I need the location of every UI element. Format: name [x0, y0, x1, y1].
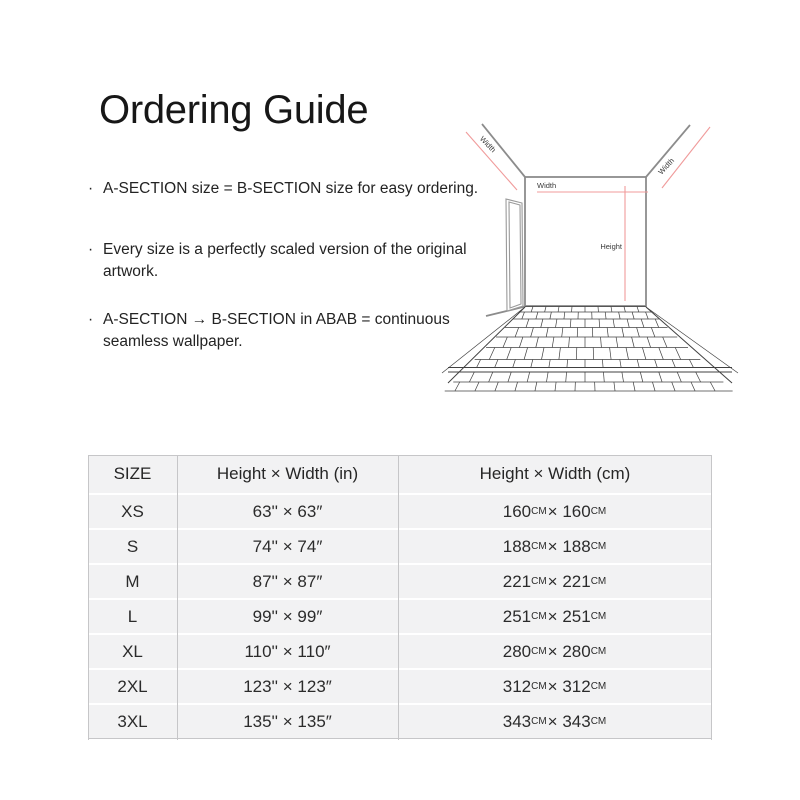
bullet-text: Every size is a perfectly scaled version of the original artwork.: [103, 241, 467, 280]
page-title: Ordering Guide: [99, 88, 369, 132]
cell-cm: 312 CM × 312 CM: [502, 676, 607, 696]
cell-size: L: [127, 606, 138, 626]
cell-size: 2XL: [117, 676, 148, 696]
table-row: [88, 705, 712, 738]
cell-inches: 99'' × 99″: [252, 606, 323, 626]
table-row: [88, 565, 712, 598]
bullet-item: [88, 178, 487, 200]
height-label: Height: [600, 242, 622, 251]
room-illustration: [440, 95, 740, 400]
cell-cm: 160 CM × 160 CM: [502, 501, 607, 521]
table-border-left: [88, 455, 89, 740]
cell-inches: 87'' × 87″: [252, 571, 323, 591]
floor-planks: [442, 307, 738, 392]
cell-inches: 135'' × 135″: [243, 711, 332, 731]
cell-cm: 188 CM × 188 CM: [502, 536, 607, 556]
cell-cm: 221 CM × 221 CM: [502, 571, 607, 591]
cell-inches: 110'' × 110″: [244, 641, 331, 661]
door-panel: [509, 202, 521, 308]
header-cm: Height × Width (cm): [479, 464, 631, 483]
table-row: [88, 495, 712, 528]
cell-cm: 280 CM × 280 CM: [502, 641, 607, 661]
bullet-marker: ·: [88, 311, 94, 328]
table-row: [88, 635, 712, 668]
cell-inches: 74'' × 74″: [252, 536, 323, 556]
size-table: [88, 455, 712, 740]
table-divider-1: [177, 455, 178, 740]
width-right-label: Width: [656, 156, 677, 177]
back-wall: [525, 177, 646, 306]
bullet-item: [88, 239, 487, 283]
bullet-marker: ·: [88, 180, 94, 197]
table-row: [88, 530, 712, 563]
bullet-marker: ·: [88, 241, 94, 258]
table-border-bottom: [88, 738, 712, 739]
width-back-label: Width: [537, 181, 557, 190]
bullet-text: A-SECTION size = B-SECTION size for easy ordering.: [103, 180, 479, 197]
table-header-row: [88, 455, 712, 493]
cell-cm: 251 CM × 251 CM: [502, 606, 607, 626]
width-left-label: Width: [477, 134, 498, 155]
header-inches: Height × Width (in): [216, 464, 359, 483]
table-border-right: [711, 455, 712, 740]
table-body: [88, 495, 712, 738]
bullet-text: A-SECTION → B-SECTION in ABAB = continuous seamless wallpaper.: [103, 311, 450, 350]
cell-size: XS: [121, 501, 144, 521]
table-border-top: [88, 455, 712, 456]
cell-inches: 63'' × 63″: [252, 501, 323, 521]
cell-cm: 343 CM × 343 CM: [502, 711, 607, 731]
cell-size: XL: [122, 641, 143, 661]
table-row: [88, 670, 712, 703]
header-size: SIZE: [113, 464, 152, 483]
cell-inches: 123'' × 123″: [243, 676, 332, 696]
bullet-item: [88, 309, 487, 353]
table-divider-2: [398, 455, 399, 740]
cell-size: 3XL: [117, 711, 148, 731]
cell-size: M: [125, 571, 140, 591]
table-row: [88, 600, 712, 633]
cell-size: S: [126, 536, 139, 556]
